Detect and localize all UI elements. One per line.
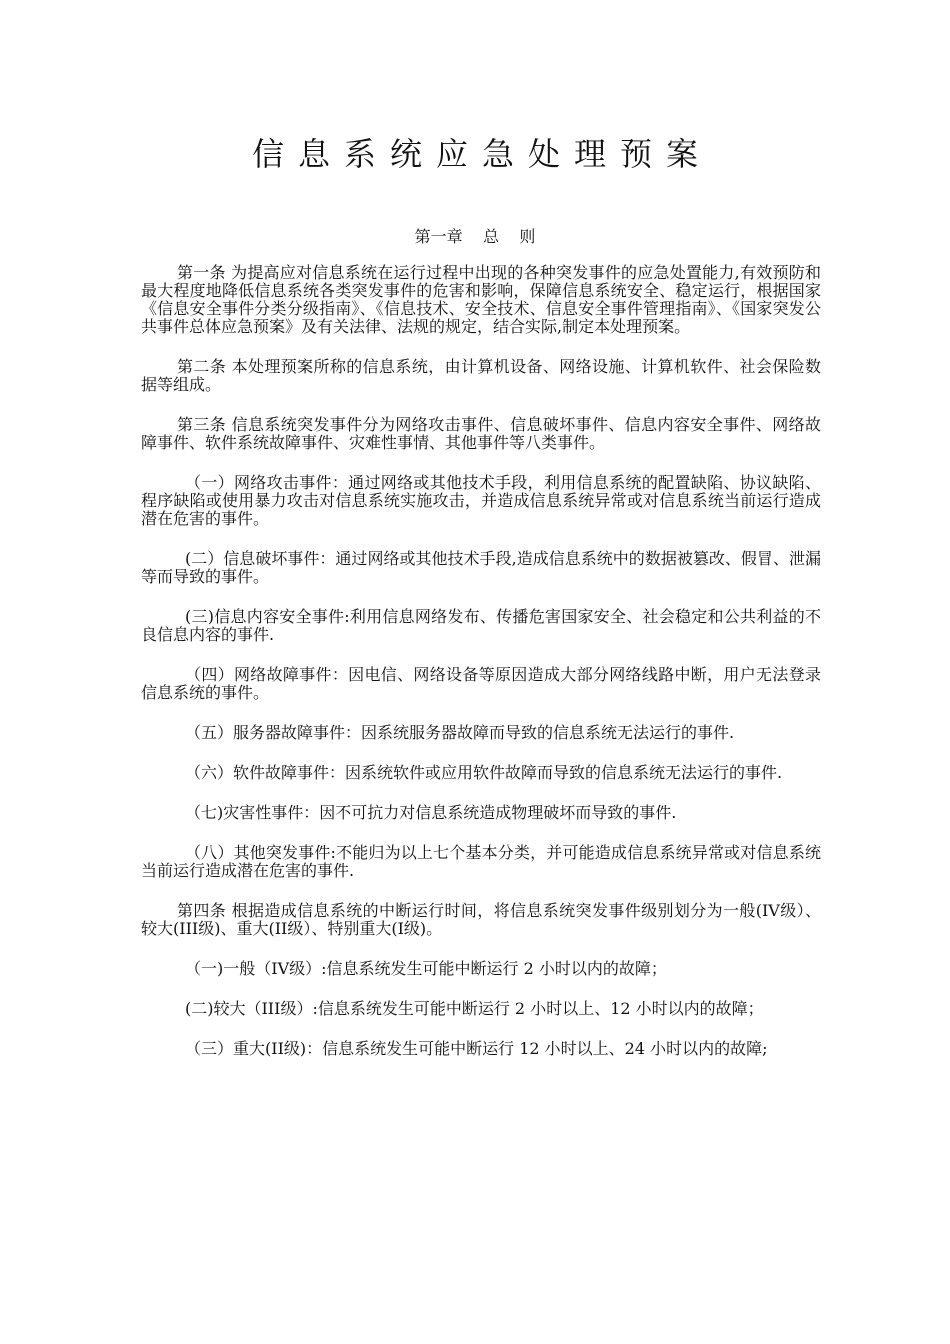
event-type-3-paragraph: (三)信息内容安全事件:利用信息网络发布、传播危害国家安全、社会稳定和公共利益的不良信息内容的事件. <box>141 607 821 644</box>
chapter-heading: 第一章 总 则 <box>414 227 536 246</box>
article-2-paragraph: 第二条 本处理预案所称的信息系统，由计算机设备、网络设施、计算机软件、社会保险数据等组成。 <box>141 357 821 394</box>
event-type-2-paragraph: (二）信息破坏事件：通过网络或其他技术手段,造成信息系统中的数据被篡改、假冒、泄漏等而导致的事件。 <box>141 549 821 586</box>
event-type-6-paragraph: （六）软件故障事件：因系统软件或应用软件故障而导致的信息系统无法运行的事件. <box>185 763 783 782</box>
article-3-paragraph: 第三条 信息系统突发事件分为网络攻击事件、信息破坏事件、信息内容安全事件、网络故障事件、软件系统故障事件、灾难性事情、其他事件等八类事件。 <box>141 415 821 452</box>
event-type-4-paragraph: （四）网络故障事件：因电信、网络设备等原因造成大部分网络线路中断，用户无法登录信息系统的事件。 <box>141 665 821 702</box>
event-type-1-paragraph: （一）网络攻击事件：通过网络或其他技术手段，利用信息系统的配置缺陷、协议缺陷、程序缺陷或使用暴力攻击对信息系统实施攻击，并造成信息系统异常或对信息系统当前运行造成潜在危害的事件。 <box>141 473 821 528</box>
event-type-5-paragraph: （五）服务器故障事件：因系统服务器故障而导致的信息系统无法运行的事件. <box>185 723 735 742</box>
document-body <box>141 264 821 1080</box>
event-type-8-paragraph: （八）其他突发事件:不能归为以上七个基本分类，并可能造成信息系统异常或对信息系统当前运行造成潜在危害的事件. <box>141 843 821 880</box>
level-1-paragraph: （一)一般（IV级）:信息系统发生可能中断运行 2 小时以内的故障； <box>185 959 667 978</box>
article-1-paragraph: 第一条 为提高应对信息系统在运行过程中出现的各种突发事件的应急处置能力,有效预防和最大程度地降低信息系统各类突发事件的危害和影响，保障信息系统安全、稳定运行，根据国家《信息安全事件分类分级指南》、《信息技术、安全技术、信息安全事件管理指南》、《国家突发公共事件总体应急预案》及有关法律、法规的规定，结合实际,制定本处理预案。 <box>141 263 821 336</box>
event-type-7-paragraph: （七)灾害性事件：因不可抗力对信息系统造成物理破坏而导致的事件. <box>185 803 677 822</box>
level-2-paragraph: (二)较大（III级）:信息系统发生可能中断运行 2 小时以上、12 小时以内的故障； <box>185 999 764 1018</box>
document-title: 信息系统应急处理预案 <box>251 135 712 173</box>
level-3-paragraph: （三）重大(II级)：信息系统发生可能中断运行 12 小时以上、24 小时以内的故障; <box>185 1039 768 1058</box>
article-4-paragraph: 第四条 根据造成信息系统的中断运行时间，将信息系统突发事件级别划分为一般(IV级）、较大(III级)、重大(II级）、特别重大(I级)。 <box>141 901 821 938</box>
